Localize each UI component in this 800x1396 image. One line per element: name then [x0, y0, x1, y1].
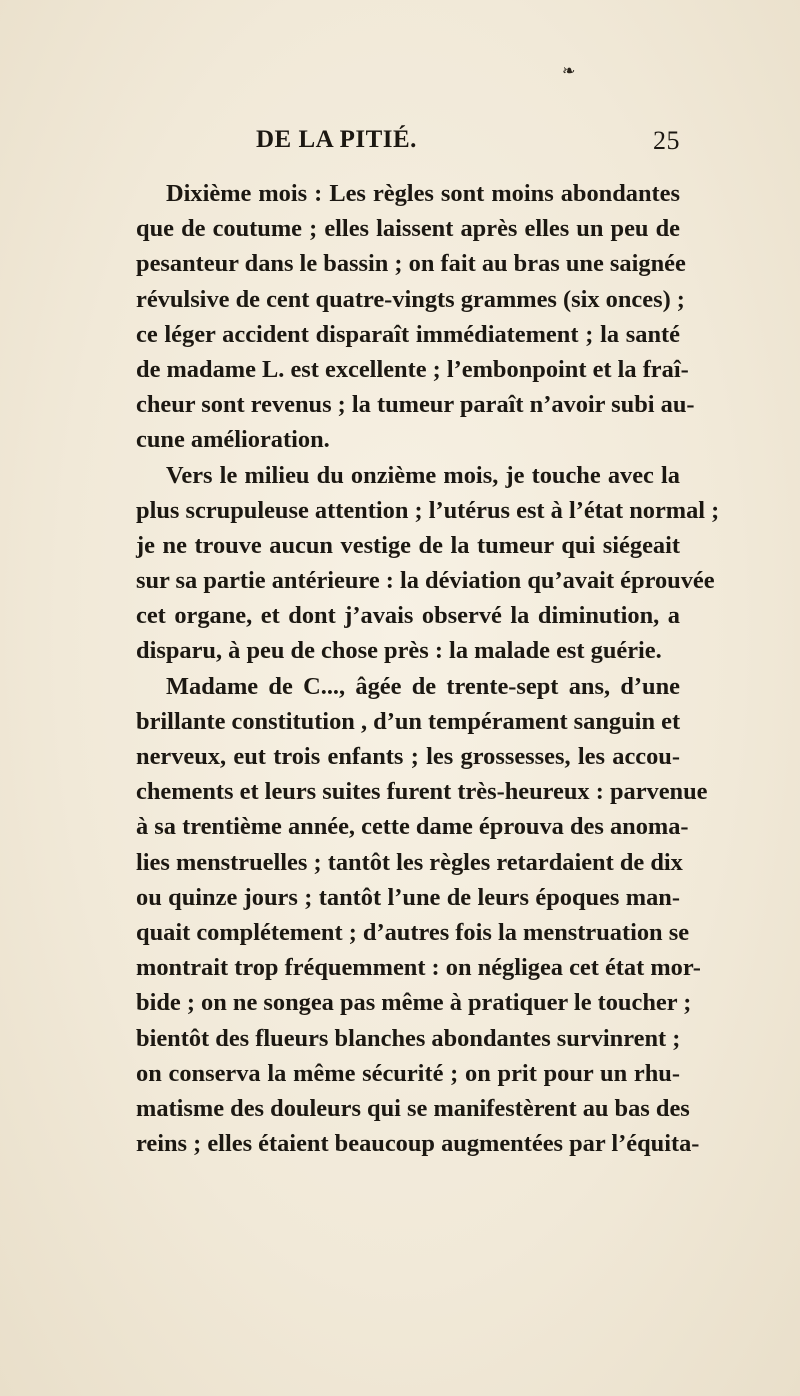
text-line: révulsive de cent quatre-vingts grammes (six onces) ;	[136, 285, 685, 313]
text-line: on conserva la même sécurité ; on prit pour un rhu-	[136, 1059, 680, 1087]
text-line: Vers le milieu du onzième mois, je touche avec la	[166, 461, 680, 489]
text-line: pesanteur dans le bassin ; on fait au bras une saignée	[136, 250, 686, 278]
text-line: ce léger accident disparaît immédiatement ; la santé	[136, 320, 680, 348]
text-line: cune amélioration.	[136, 426, 330, 454]
text-line: je ne trouve aucun vestige de la tumeur qui siégeait	[136, 531, 680, 559]
text-line: brillante constitution , d’un tempérament sanguin et	[136, 707, 681, 735]
text-line: quait complétement ; d’autres fois la menstruation se	[136, 918, 690, 946]
text-line: lies menstruelles ; tantôt les règles retardaient de dix	[136, 848, 683, 876]
text-line: ou quinze jours ; tantôt l’une de leurs époques man-	[136, 883, 680, 911]
text-line: Dixième mois : Les règles sont moins abondantes	[166, 180, 680, 207]
text-line: plus scrupuleuse attention ; l’utérus est à l’état normal ;	[136, 496, 720, 524]
text-line: sur sa partie antérieure : la déviation qu’avait éprouvée	[136, 567, 715, 595]
text-line: cet organe, et dont j’avais observé la diminution, a	[136, 602, 680, 630]
page-number: 25	[653, 126, 680, 155]
text-line: bientôt des flueurs blanches abondantes survinrent ;	[136, 1024, 681, 1052]
text-line: matisme des douleurs qui se manifestèrent au bas des	[136, 1094, 690, 1122]
text-line: cheur sont revenus ; la tumeur paraît n’avoir subi au-	[136, 391, 695, 419]
text-line: que de coutume ; elles laissent après elles un peu de	[136, 215, 680, 243]
running-title: DE LA PITIÉ.	[256, 126, 417, 153]
text-line: montrait trop fréquemment : on négligea cet état mor-	[136, 954, 701, 982]
text-line: à sa trentième année, cette dame éprouva des anoma-	[136, 813, 689, 841]
body-text	[136, 176, 720, 1161]
corner-ornament-icon: ❧	[562, 63, 576, 80]
text-line: reins ; elles étaient beaucoup augmentées par l’équita-	[136, 1130, 700, 1158]
text-line: chements et leurs suites furent très-heureux : parvenue	[136, 778, 708, 806]
text-line: nerveux, eut trois enfants ; les grossesses, les accou-	[136, 743, 680, 770]
text-line: Madame de C..., âgée de trente-sept ans, d’une	[166, 672, 680, 700]
page-header	[136, 126, 680, 160]
text-line: bide ; on ne songea pas même à pratiquer le toucher ;	[136, 989, 692, 1017]
text-line: de madame L. est excellente ; l’embonpoint et la fraî-	[136, 355, 689, 383]
text-line: disparu, à peu de chose près : la malade est guérie.	[136, 637, 662, 665]
